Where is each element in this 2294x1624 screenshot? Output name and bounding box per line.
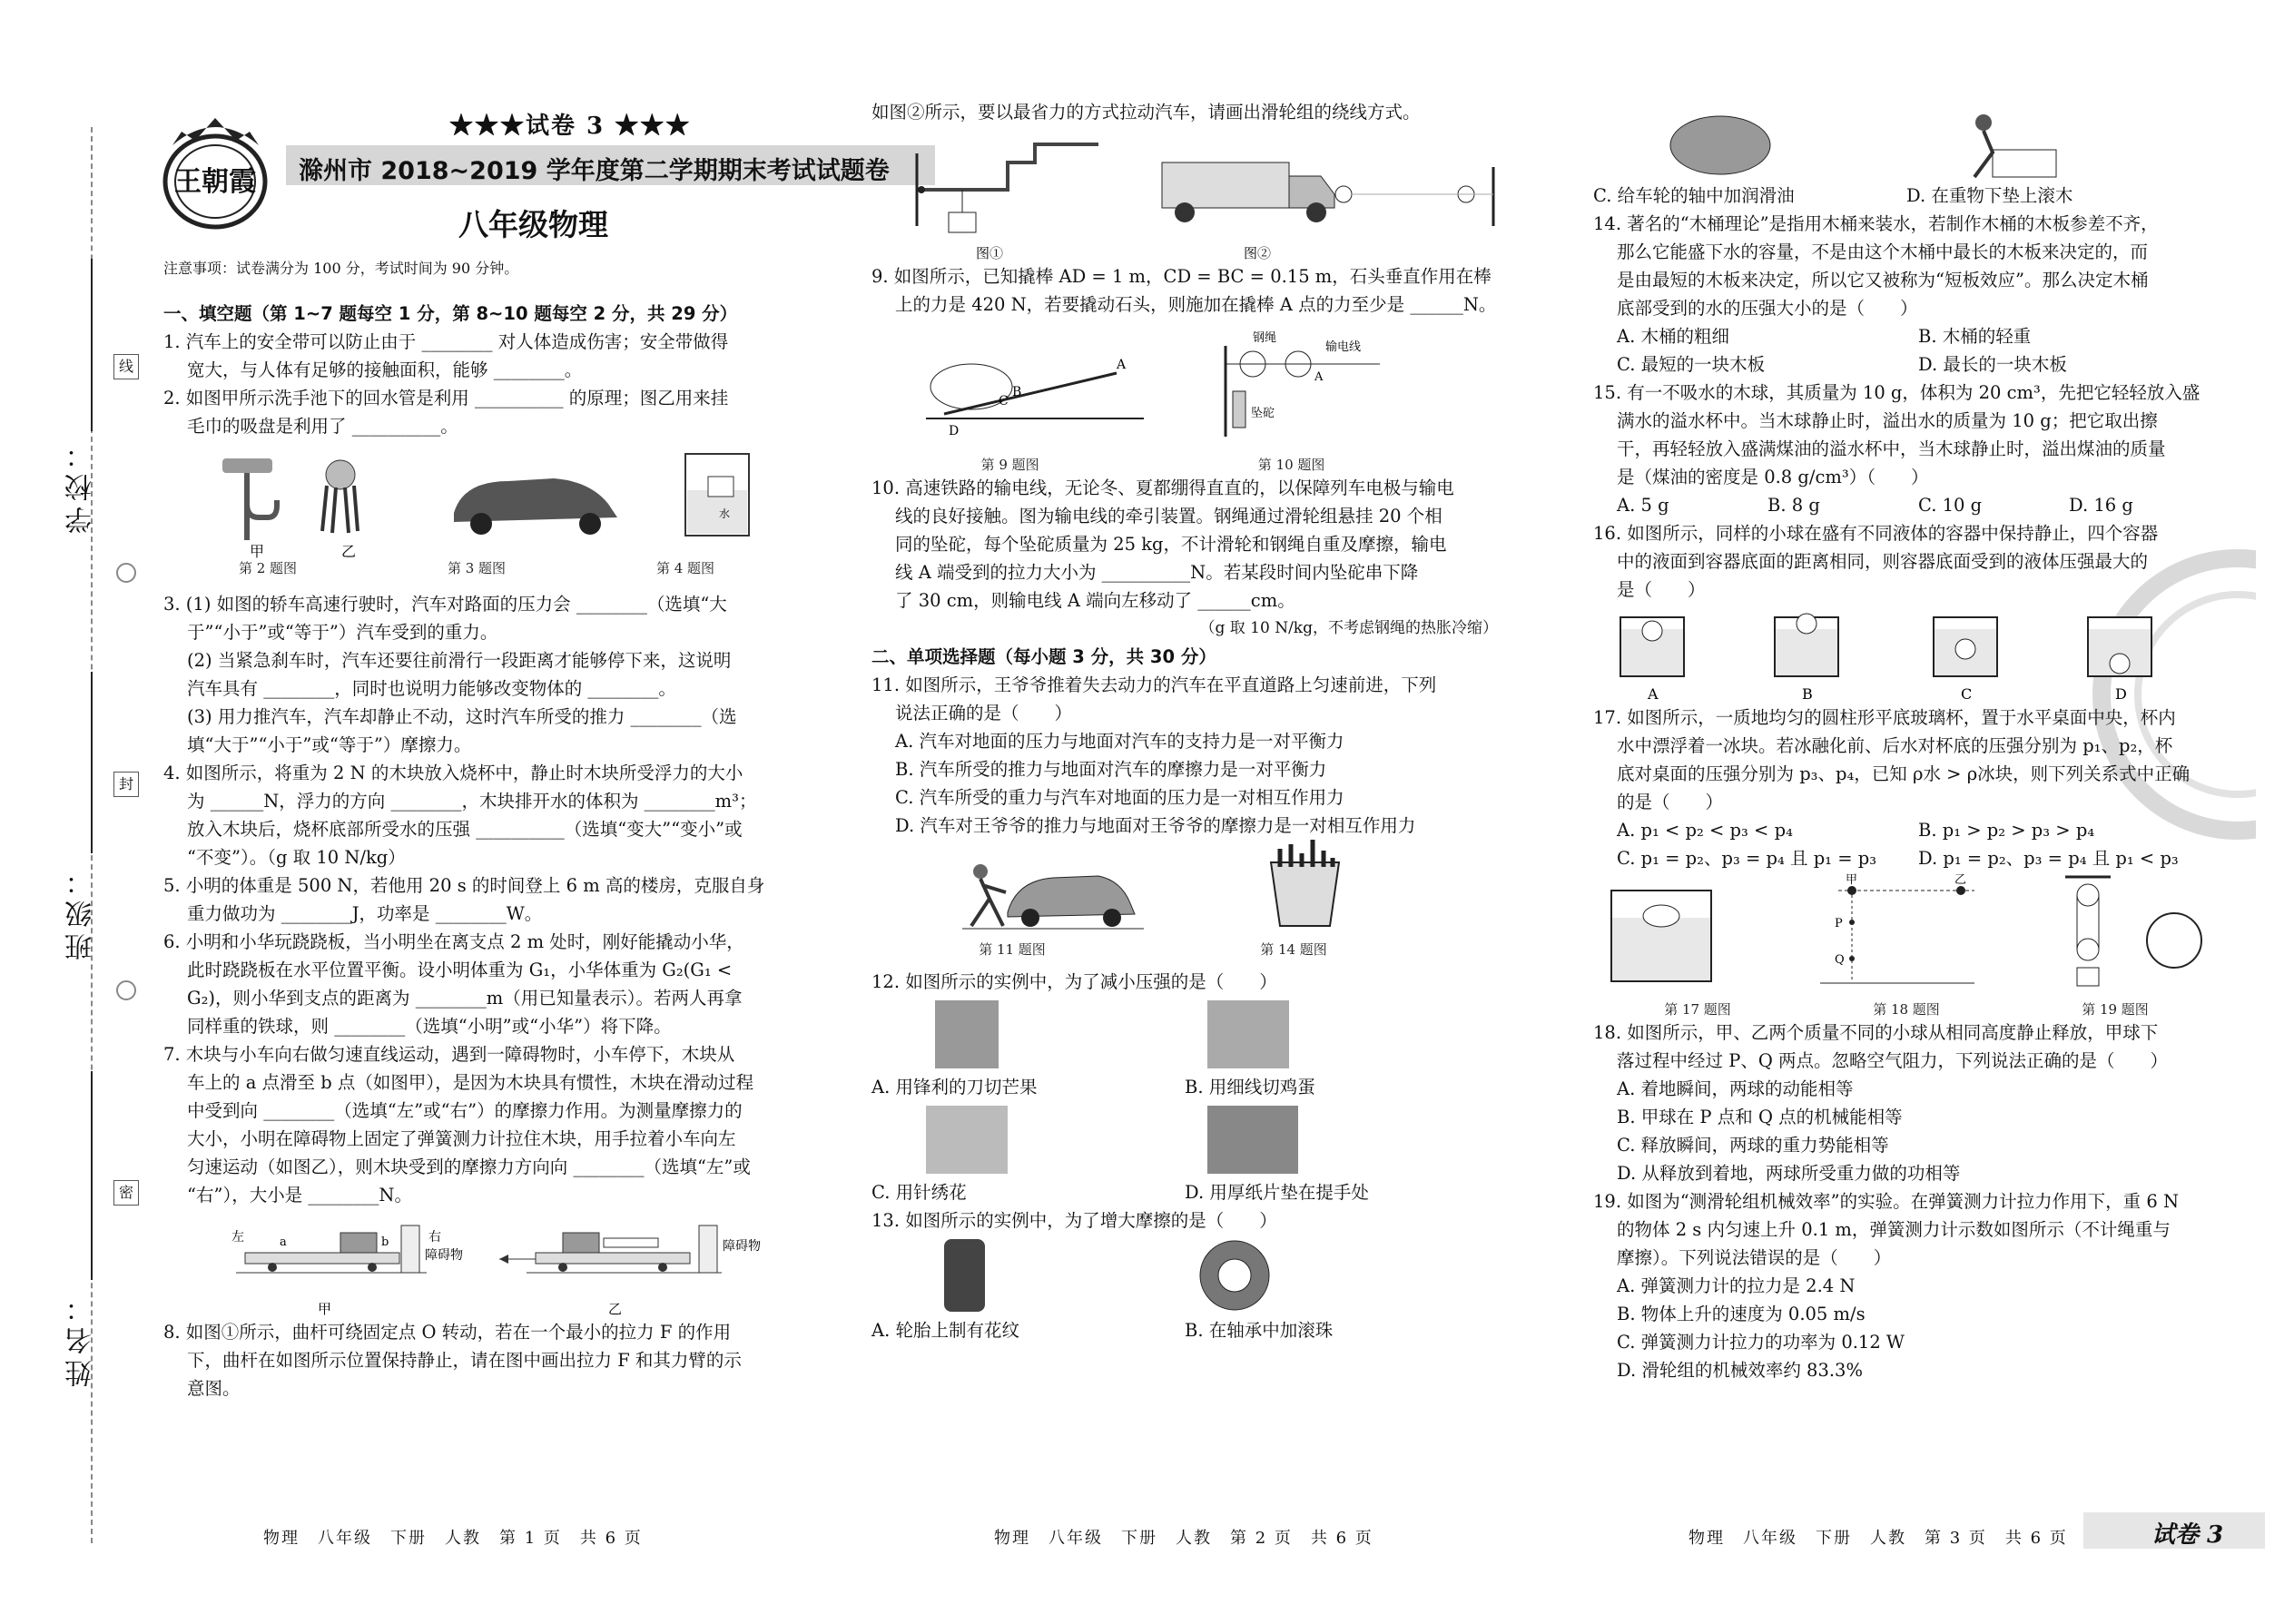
- q1-line: 1. 汽车上的安全带可以防止由于 ________ 对人体造成伤害；安全带做得: [163, 331, 729, 352]
- q14-options: [1593, 322, 2220, 379]
- q18-option[interactable]: C. 释放瞬间，两球的重力势能相等: [1617, 1135, 1889, 1156]
- fig7-right: 右: [428, 1230, 441, 1245]
- page-footer: 物理 八年级 下册 人教 第 3 页 共 6 页: [1689, 1529, 2068, 1548]
- q9-line: 上的力是 420 N，若要撬动石头，则施加在撬棒 A 点的力至少是 ______N。: [895, 294, 1497, 315]
- school-blank[interactable]: [91, 259, 93, 431]
- logo: [154, 100, 277, 236]
- q12-option[interactable]: A. 用锋利的刀切芒果: [871, 1077, 1038, 1097]
- q4-line: 为 ______N，浮力的方向 ________，木块排开水的体积为 ________m³；: [187, 791, 757, 812]
- q8-line: 8. 如图①所示，曲杆可绕固定点 O 转动，若在一个最小的拉力 F 的作用: [163, 1322, 732, 1343]
- q3-line: 填“大于”“小于”或“等于”）摩擦力。: [187, 734, 472, 755]
- fig10-A: A: [1314, 370, 1324, 384]
- q3-line: (2) 当紧急刹车时，汽车还要往前滑行一段距离才能够停下来，这说明: [187, 650, 732, 671]
- q12-options-ab: [871, 1073, 1498, 1101]
- caption: 第 18 题图: [1873, 1001, 1940, 1018]
- q16-label: D: [2115, 685, 2127, 703]
- fig18-yi: 乙: [1954, 873, 1967, 887]
- q17-line: 的是（ ）: [1617, 792, 1724, 812]
- q13-option[interactable]: D. 在重物下垫上滚木: [1906, 185, 2073, 206]
- exam-tag: ★★★试卷 3 ★★★: [449, 113, 692, 140]
- class-blank[interactable]: [91, 672, 93, 853]
- figure-captions: [1593, 999, 2220, 1019]
- q6-line: 此时跷跷板在水平位置平衡。设小明体重为 G₁，小华体重为 G₂(G₁ <: [187, 960, 733, 980]
- fig10-wire: 输电线: [1325, 340, 1362, 354]
- fig-q16-containers: [1593, 604, 2220, 704]
- figure-captions: [871, 455, 1434, 474]
- fig7-left: 左: [231, 1230, 244, 1245]
- logo-text: 王朝霞: [174, 166, 256, 198]
- q15-option[interactable]: A. 5 g: [1617, 495, 1669, 516]
- q12-option[interactable]: B. 用细线切鸡蛋: [1185, 1077, 1315, 1097]
- q15-line: 是（煤油的密度是 0.8 g/cm³）（ ）: [1617, 467, 1929, 487]
- fig-q12-top: [871, 996, 1498, 1073]
- q11-option[interactable]: C. 汽车所受的重力与汽车对地面的压力是一对相互作用力: [895, 787, 1344, 808]
- school-label: 学校：: [65, 436, 97, 534]
- q17-line: 17. 如图所示，一质地均匀的圆柱形平底玻璃杯，置于水平桌面中央，杯内: [1593, 707, 2176, 728]
- fig8-cap-2: 图②: [1244, 245, 1272, 261]
- column-1-body: [163, 300, 790, 1403]
- fig-q8-lever-truck: [871, 126, 1498, 262]
- exam-title: 滁州市 2018~2019 学年度第二学期期末考试试题卷: [299, 157, 890, 185]
- q7-line: 中受到向 ________（选填“左”或“右”）的摩擦力作用。为测量摩擦力的: [187, 1100, 743, 1121]
- q13-stem: 13. 如图所示的实例中，为了增大摩擦的是（ ）: [871, 1210, 1277, 1231]
- q18-line: 落过程中经过 P、Q 两点。忽略空气阻力，下列说法正确的是（ ）: [1617, 1050, 2169, 1071]
- q4-line: 4. 如图所示，将重为 2 N 的木块放入烧杯中，静止时木块所受浮力的大小: [163, 763, 743, 783]
- seal-mark: 封: [113, 772, 139, 797]
- q15-line: 15. 有一不吸水的木球，其质量为 10 g，体积为 20 cm³，先把它轻轻放入盛: [1593, 382, 2200, 403]
- q16-label: B: [1802, 685, 1813, 703]
- class-label: 班级：: [65, 862, 97, 960]
- q11-line: 11. 如图所示，王爷爷推着失去动力的汽车在平直道路上匀速前进，下列: [871, 674, 1437, 695]
- q14-line: 底部受到的水的压强大小的是（ ）: [1617, 298, 1918, 319]
- fig-q13-wheel-roller: [1593, 109, 2220, 182]
- q17-options: [1593, 816, 2220, 872]
- q19-line: 19. 如图为“测滑轮组机械效率”的实验。在弹簧测力计拉力作用下，重 6 N: [1593, 1191, 2180, 1212]
- q11-option[interactable]: B. 汽车所受的推力与地面对汽车的摩擦力是一对平衡力: [895, 759, 1327, 780]
- page-1: [150, 0, 890, 1624]
- fig-q9-q10: [871, 319, 1498, 455]
- section-fill-in: 一、填空题（第 1~7 题每空 1 分，第 8~10 题每空 2 分，共 29 分）: [163, 303, 738, 324]
- caption: 第 11 题图: [979, 941, 1046, 958]
- fig10-rope: 钢绳: [1253, 331, 1277, 345]
- caption: 第 4 题图: [655, 560, 715, 576]
- caption: 第 2 题图: [238, 560, 298, 576]
- q13-option[interactable]: B. 在轴承中加滚珠: [1185, 1320, 1334, 1341]
- figure-captions: [871, 940, 1434, 959]
- q14-option[interactable]: D. 最长的一块木板: [1918, 354, 2067, 375]
- page-footer: 物理 八年级 下册 人教 第 1 页 共 6 页: [263, 1529, 643, 1548]
- seal-mark: 线: [113, 354, 139, 379]
- q17-option[interactable]: B. p₁ > p₂ > p₃ > p₄: [1918, 820, 2095, 841]
- q3-line: 3. (1) 如图的轿车高速行驶时，汽车对路面的压力会 ________（选填“大: [163, 594, 727, 615]
- q19-option[interactable]: A. 弹簧测力计的拉力是 2.4 N: [1617, 1275, 1856, 1296]
- q13-options-cd: [1593, 182, 2220, 210]
- q1-line: 宽大，与人体有足够的接触面积，能够 ________。: [187, 359, 583, 380]
- caption: 第 19 题图: [2082, 1001, 2149, 1018]
- q16-label: C: [1961, 685, 1973, 703]
- name-label: 姓名：: [65, 1289, 97, 1387]
- fig9-A: A: [1117, 358, 1127, 372]
- seal-mark: 密: [113, 1180, 139, 1206]
- fig9-D: D: [949, 424, 960, 438]
- q14-line: 14. 著名的“木桶理论”是指用木桶来装水，若制作木桶的木板参差不齐，: [1593, 213, 2159, 234]
- caption: 第 14 题图: [1260, 941, 1327, 958]
- fig2-label-yi: 乙: [341, 543, 357, 558]
- q16-line: 中的液面到容器底面的距离相同，则容器底面受到的液体压强最大的: [1617, 551, 2149, 572]
- q17-option[interactable]: C. p₁ = p₂、p₃ = p₄ 且 p₁ = p₃: [1617, 848, 1877, 869]
- q15-option[interactable]: D. 16 g: [2069, 495, 2133, 516]
- q14-option[interactable]: A. 木桶的粗细: [1617, 326, 1729, 347]
- q13-option[interactable]: A. 轮胎上制有花纹: [871, 1320, 1019, 1341]
- q12-stem: 12. 如图所示的实例中，为了减小压强的是（ ）: [871, 971, 1277, 992]
- fig7-label-jia: 甲: [318, 1301, 332, 1317]
- fig18-jia: 甲: [1846, 873, 1858, 887]
- q10-line: 了 30 cm，则输电线 A 端向左移动了 ______cm。: [895, 590, 1295, 611]
- page-3: [1575, 0, 2229, 1624]
- q7-line: 大小，小明在障碍物上固定了弹簧测力计拉住木块，用手拉着小车向左: [187, 1128, 736, 1149]
- figure-captions: [163, 558, 790, 577]
- fig7-b: b: [381, 1235, 389, 1249]
- caption: 第 9 题图: [980, 457, 1039, 473]
- fig4-label-water: 水: [719, 507, 731, 520]
- q2-line: 毛巾的吸盘是利用了 __________。: [187, 416, 458, 437]
- binding-hole: [116, 563, 136, 583]
- q17-line: 水中漂浮着一冰块。若冰融化前、后水对杯底的压强分别为 p₁、p₂，杯: [1617, 735, 2173, 756]
- q14-option[interactable]: B. 木桶的轻重: [1918, 326, 2032, 347]
- q8-line: 意图。: [187, 1378, 241, 1399]
- caption: 第 3 题图: [447, 560, 507, 576]
- q7-line: 匀速运动（如图乙），则木块受到的摩擦力方向向 ________（选填“左”或: [187, 1156, 751, 1177]
- q15-option[interactable]: B. 8 g: [1767, 495, 1820, 516]
- column-3-body: [1593, 109, 2220, 1384]
- q14-line: 是由最短的木板来决定，所以它又被称为“短板效应”。那么决定木桶: [1617, 270, 2149, 290]
- q13-option[interactable]: C. 给车轮的轴中加润滑油: [1593, 185, 1795, 206]
- q2-line: 2. 如图甲所示洗手池下的回水管是利用 __________ 的原理；图乙用来挂: [163, 388, 729, 408]
- q19-option[interactable]: D. 滑轮组的机械效率约 83.3%: [1617, 1360, 1863, 1381]
- fig7-obstacle-b: 障碍物: [723, 1239, 761, 1254]
- q11-line: 说法正确的是（ ）: [895, 703, 1073, 723]
- q16-label: A: [1648, 685, 1659, 703]
- q4-line: “不变”）。（g 取 10 N/kg）: [187, 847, 406, 868]
- caption: 第 10 题图: [1257, 457, 1325, 473]
- q12-options-cd: [871, 1178, 1498, 1206]
- q4-line: 放入木块后，烧杯底部所受水的压强 __________（选填“变大”“变小”或: [187, 819, 743, 840]
- fig7-label-yi: 乙: [608, 1301, 623, 1317]
- fig-q17-q18-q19: [1593, 872, 2220, 999]
- q19-line: 的物体 2 s 内匀速上升 0.1 m，弹簧测力计示数如图所示（不计绳重与: [1617, 1219, 2171, 1240]
- q6-line: G₂)，则小华到支点的距离为 ________m（用已知量表示）。若两人再拿: [187, 988, 743, 1009]
- exam-tag-box: [2083, 1512, 2265, 1549]
- q16-line: 16. 如图所示，同样的小球在盛有不同液体的容器中保持静止，四个容器: [1593, 523, 2159, 544]
- footer-exam-tag: 试卷 3: [2151, 1521, 2224, 1549]
- q15-option[interactable]: C. 10 g: [1918, 495, 1983, 516]
- subject-title: 八年级物理: [458, 207, 608, 242]
- q17-line: 底对桌面的压强分别为 p₃、p₄，已知 ρ水 > ρ冰块，则下列关系式中正确: [1617, 763, 2191, 784]
- fig18-P: P: [1835, 917, 1843, 930]
- section-choice: 二、单项选择题（每小题 3 分，共 30 分）: [871, 646, 1216, 667]
- fig10-weights: 坠砣: [1251, 407, 1275, 420]
- q12-option[interactable]: C. 用针绣花: [871, 1182, 967, 1203]
- q5-line: 重力做功为 ________J，功率是 ________W。: [187, 903, 543, 924]
- q3-line: 汽车具有 ________，同时也说明力能够改变物体的 ________。: [187, 678, 676, 699]
- q8-line: 下，曲杆在如图所示位置保持静止，请在图中画出拉力 F 和其力臂的示: [187, 1350, 742, 1371]
- q6-line: 同样重的铁球，则 ________（选填“小明”或“小华”）将下降。: [187, 1016, 672, 1037]
- fig8-cap-1: 图①: [976, 245, 1004, 261]
- title-banner: [286, 145, 935, 185]
- q3-line: (3) 用力推汽车，汽车却静止不动，这时汽车所受的推力 ________（选: [187, 706, 737, 727]
- page-footer: 物理 八年级 下册 人教 第 2 页 共 6 页: [994, 1529, 1373, 1548]
- fig2-label-jia: 甲: [250, 543, 265, 558]
- q11-option[interactable]: D. 汽车对王爷爷的推力与地面对王爷爷的摩擦力是一对相互作用力: [895, 815, 1416, 836]
- q8-continued: 如图②所示，要以最省力的方式拉动汽车，请画出滑轮组的绕线方式。: [871, 102, 1421, 123]
- fig9-C: C: [999, 394, 1009, 408]
- q10-note: （g 取 10 N/kg，不考虑钢绳的热胀冷缩）: [1199, 619, 1498, 637]
- caption: 第 17 题图: [1664, 1001, 1731, 1018]
- q11-option[interactable]: A. 汽车对地面的压力与地面对汽车的支持力是一对平衡力: [895, 731, 1344, 752]
- q15-line: 干，再轻轻放入盛满煤油的溢水杯中，当木球静止时，溢出煤油的质量: [1617, 438, 2166, 459]
- q18-line: 18. 如图所示，甲、乙两个质量不同的小球从相同高度静止释放，甲球下: [1593, 1022, 2159, 1043]
- q10-line: 同的坠砣，每个坠砣质量为 25 kg，不计滑轮和钢绳自重及摩擦，输电: [895, 534, 1447, 555]
- notice: 注意事项：试卷满分为 100 分，考试时间为 90 分钟。: [163, 260, 519, 277]
- name-blank[interactable]: [91, 1071, 93, 1280]
- binding-hole: [116, 980, 136, 1000]
- fig7-a: a: [280, 1235, 287, 1249]
- q5-line: 5. 小明的体重是 500 N，若他用 20 s 的时间登上 6 m 高的楼房，克服自身: [163, 875, 765, 896]
- column-2-body: [871, 98, 1498, 1344]
- binding-strip: [0, 0, 136, 1624]
- q7-line: 7. 木块与小车向右做匀速直线运动，遇到一障碍物时，小车停下，木块从: [163, 1044, 735, 1065]
- q19-option[interactable]: C. 弹簧测力计拉力的功率为 0.12 W: [1617, 1332, 1905, 1353]
- fig-q12-bottom: [871, 1101, 1498, 1178]
- fig-sink-car-beaker: [163, 440, 790, 558]
- fig-q7-cart-block: [163, 1209, 790, 1318]
- q10-line: 线 A 端受到的拉力大小为 __________N。若某段时间内坠砣串下降: [895, 562, 1419, 583]
- q6-line: 6. 小明和小华玩跷跷板，当小明坐在离支点 2 m 处时，刚好能撬动小华，: [163, 931, 744, 952]
- q18-option[interactable]: B. 甲球在 P 点和 Q 点的机械能相等: [1617, 1107, 1903, 1127]
- fig7-obstacle-a: 障碍物: [425, 1248, 463, 1263]
- page-2: [853, 0, 1507, 1624]
- q3-line: 于”“小于”或“等于”）汽车受到的重力。: [187, 622, 498, 643]
- q14-line: 那么它能盛下水的容量，不是由这个木桶中最长的木板来决定的，而: [1617, 241, 2149, 262]
- q12-option[interactable]: D. 用厚纸片垫在提手处: [1185, 1182, 1369, 1203]
- fig18-Q: Q: [1835, 953, 1845, 967]
- fig9-B: B: [1012, 385, 1022, 399]
- q18-option[interactable]: D. 从释放到着地，两球所受重力做的功相等: [1617, 1163, 1961, 1184]
- q7-line: 车上的 a 点滑至 b 点（如图甲），是因为木块具有惯性，木块在滑动过程: [187, 1072, 754, 1093]
- q9-line: 9. 如图所示，已知撬棒 AD = 1 m，CD = BC = 0.15 m，石头垂直作用在棒: [871, 266, 1492, 287]
- figures-q2-q4: [163, 440, 790, 590]
- q19-line: 摩擦）。下列说法错误的是（ ）: [1617, 1247, 1892, 1268]
- q16-line: 是（ ）: [1617, 579, 1706, 600]
- q15-options: [1593, 491, 2220, 519]
- q17-option[interactable]: A. p₁ < p₂ < p₃ < p₄: [1617, 820, 1793, 841]
- q13-options-ab: [871, 1316, 1498, 1344]
- q18-option[interactable]: A. 着地瞬间，两球的动能相等: [1617, 1078, 1854, 1099]
- fig-q13-tire-bearing: [871, 1235, 1498, 1316]
- q19-option[interactable]: B. 物体上升的速度为 0.05 m/s: [1617, 1304, 1866, 1324]
- q7-line: “右”），大小是 ________N。: [187, 1185, 412, 1206]
- fig-q11-q14: [871, 840, 1498, 940]
- q10-line: 10. 高速铁路的输电线，无论冬、夏都绷得直直的，以保障列车电极与输电: [871, 477, 1454, 498]
- q17-option[interactable]: D. p₁ = p₂、p₃ = p₄ 且 p₁ < p₃: [1918, 848, 2179, 869]
- q14-option[interactable]: C. 最短的一块木板: [1617, 354, 1766, 375]
- q15-line: 满水的溢水杯中。当木球静止时，溢出水的质量为 10 g；把它取出擦: [1617, 410, 2158, 431]
- q10-line: 线的良好接触。图为输电线的牵引装置。钢绳通过滑轮组悬挂 20 个相: [895, 506, 1442, 527]
